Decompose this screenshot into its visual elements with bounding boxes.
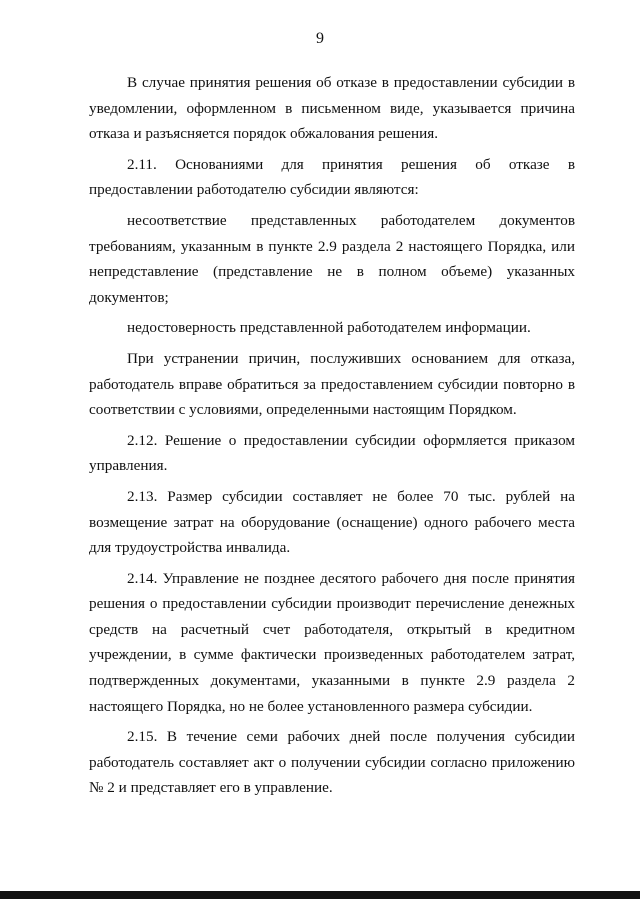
paragraph-reapply: При устранении причин, послуживших основанием для отказа, работодатель вправе обратиться за предоставлением субсидии повторно в соответствии с условиями, определенными настоящим Порядком. bbox=[89, 349, 575, 419]
paragraph-2-12: 2.12. Решение о предоставлении субсидии оформляется приказом управления. bbox=[89, 431, 575, 475]
paragraph-2-11-ground-1: несоответствие представленных работодателем документов требованиям, указанным в пункте 2.9 раздела 2 настоящего Порядка, или непредставление (представление не в полном объеме) указанных документов; bbox=[89, 211, 575, 306]
paragraph-2-15: 2.15. В течение семи рабочих дней после получения субсидии работодатель составляет акт о получении субсидии согласно приложению № 2 и представляет его в управление. bbox=[89, 728, 575, 797]
paragraph-refusal-notice: В случае принятия решения об отказе в предоставлении субсидии в уведомлении, оформленном в письменном виде, указывается причина отказа и разъясняется порядок обжалования решения. bbox=[89, 74, 575, 143]
paragraph-2-14: 2.14. Управление не позднее десятого рабочего дня после принятия решения о предоставлении субсидии производит перечисление денежных средств на расчетный счет работодателя, открытый в кредитном учреждении, в сумме фактически произведенных работодателем затрат, подтвержденных документами, указанными в пункте 2.9 раздела 2 настоящего Порядка, но не более установленного размера субсидии. bbox=[89, 569, 575, 715]
bottom-scan-border bbox=[0, 891, 640, 899]
document-body bbox=[89, 70, 575, 801]
paragraph-2-11-ground-2: недостоверность представленной работодателем информации. bbox=[127, 319, 531, 337]
page-number: 9 bbox=[316, 30, 324, 47]
paragraph-2-11: 2.11. Основаниями для принятия решения об отказе в предоставлении работодателю субсидии являются: bbox=[89, 155, 575, 199]
paragraph-2-13: 2.13. Размер субсидии составляет не более 70 тыс. рублей на возмещение затрат на оборудование (оснащение) одного рабочего места для трудоустройства инвалида. bbox=[89, 487, 575, 557]
